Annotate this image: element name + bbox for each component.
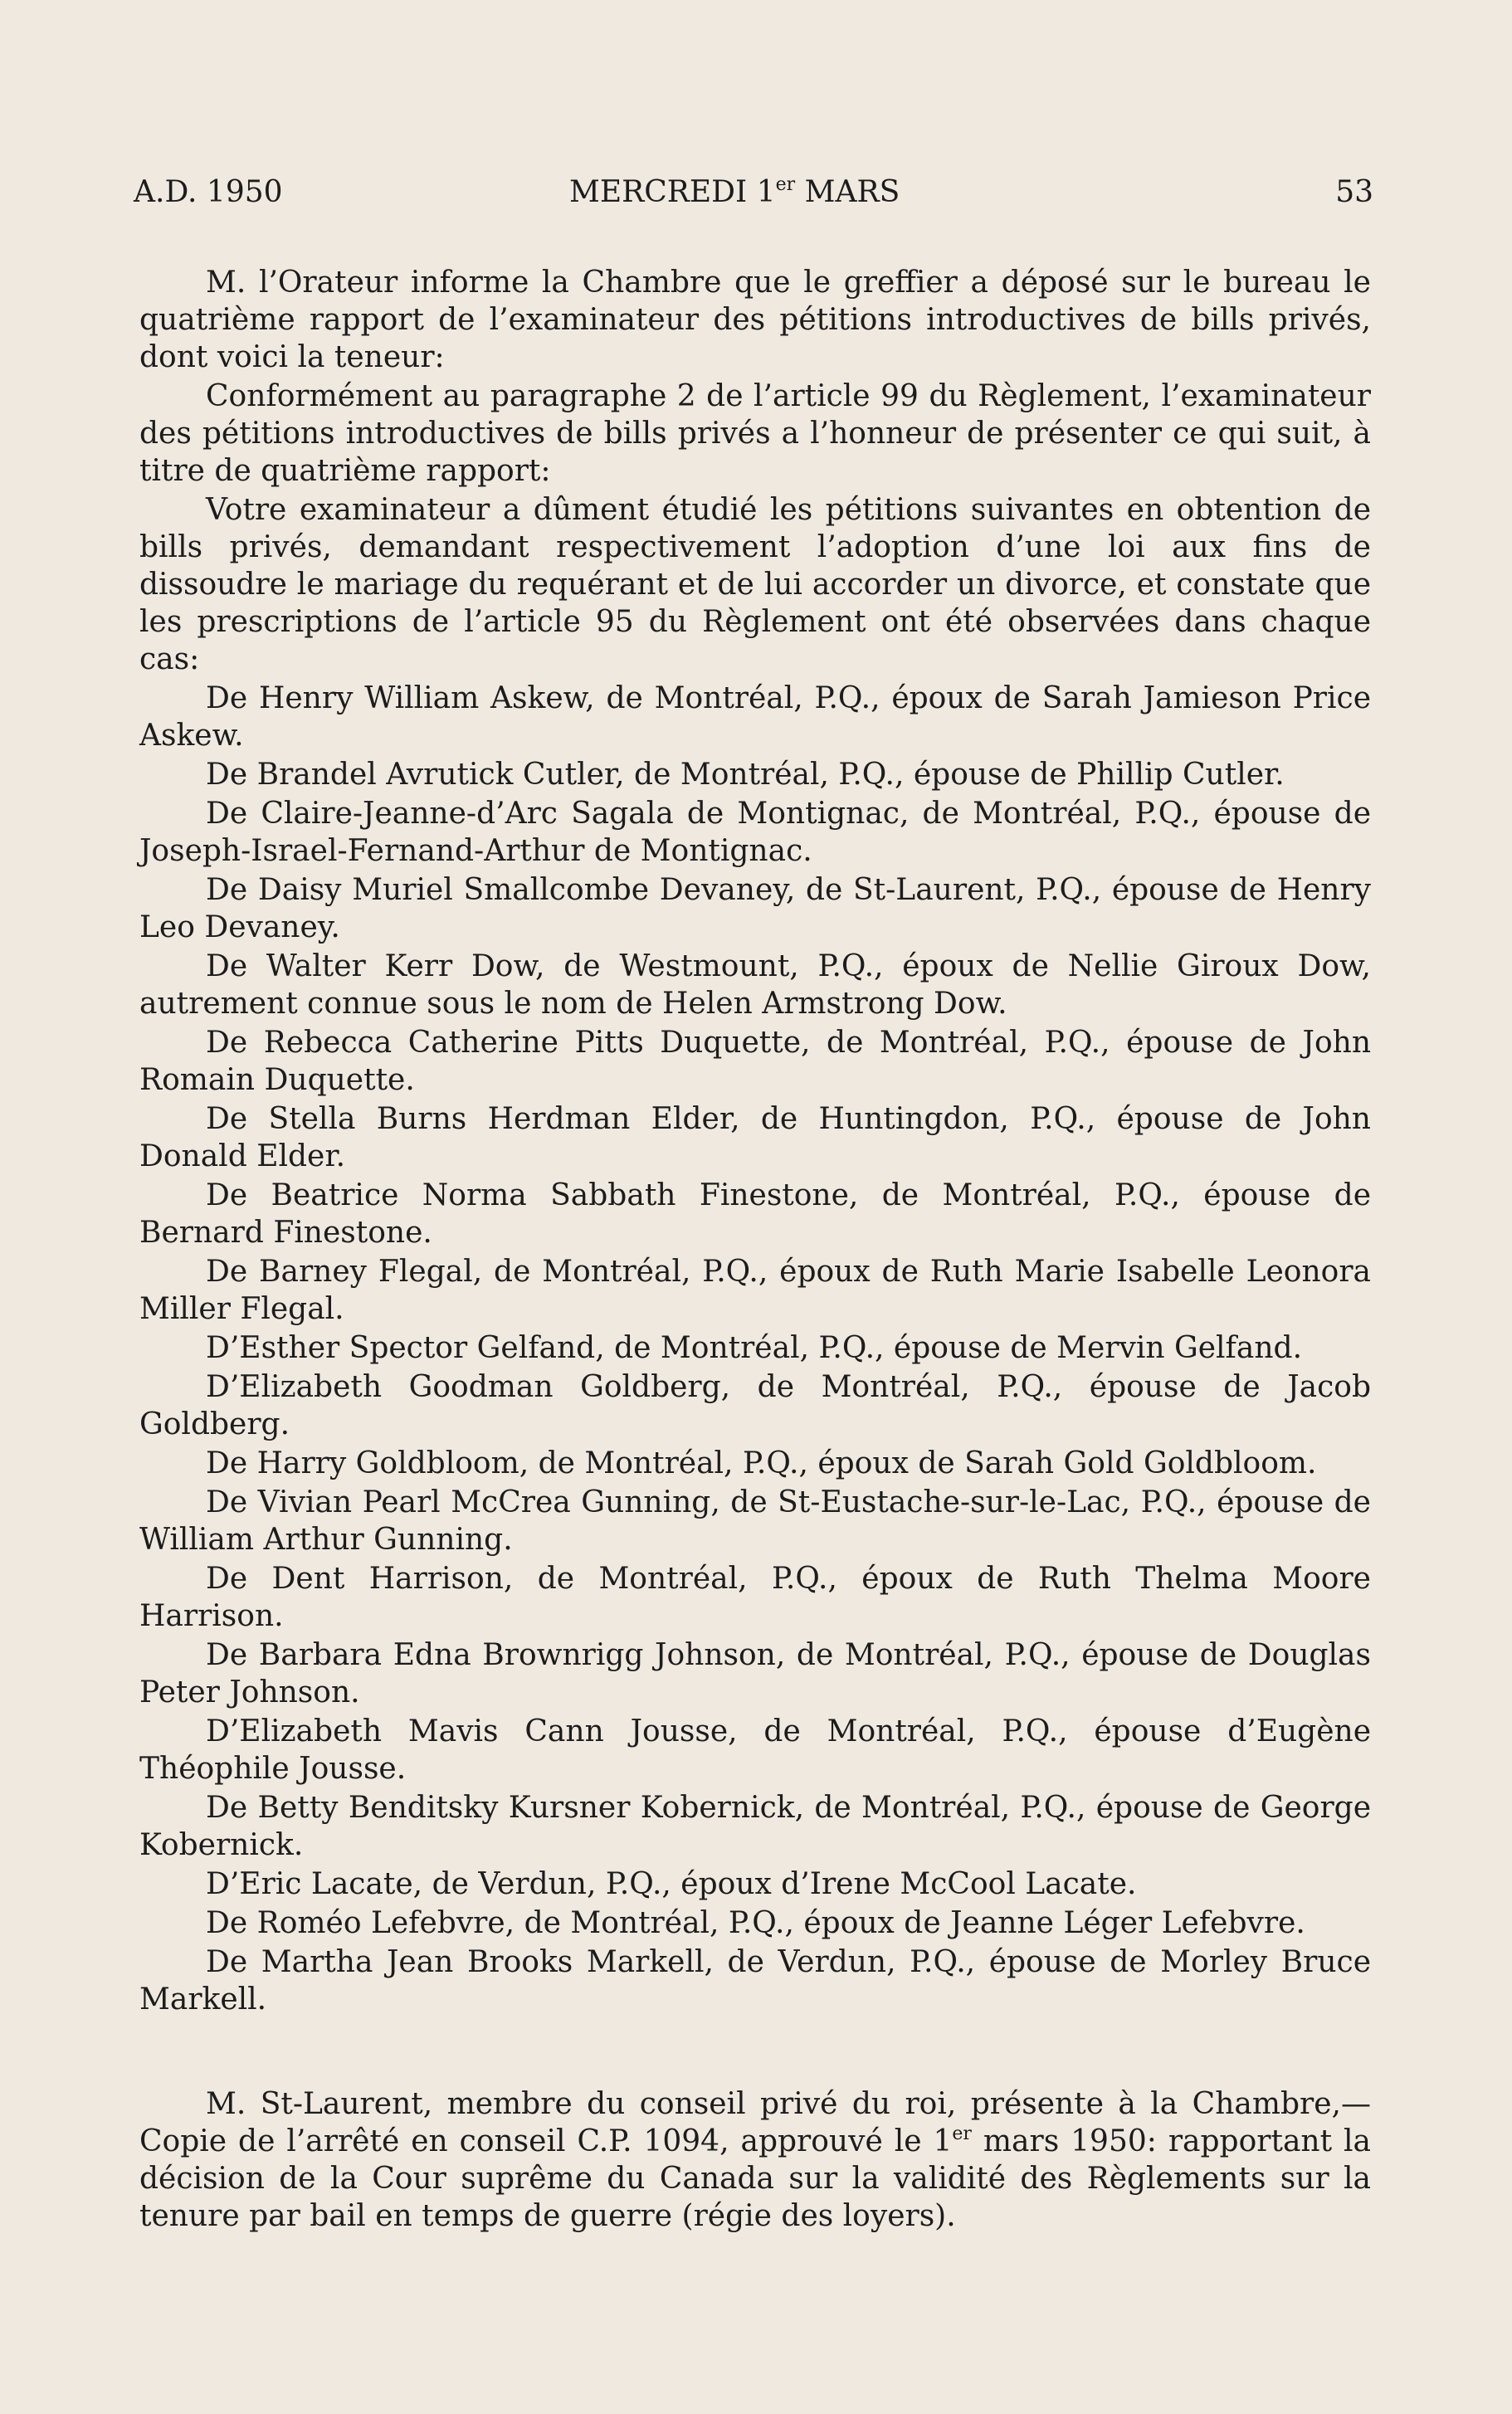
petition-item: D’Elizabeth Goodman Goldberg, de Montréal, P.Q., épouse de Jacob Goldberg. bbox=[139, 1370, 1371, 1441]
petition-item: De Martha Jean Brooks Markell, de Verdun, P.Q., épouse de Morley Bruce Markell. bbox=[139, 1945, 1371, 2017]
page-number: 53 bbox=[1335, 175, 1373, 209]
petition-item: De Barbara Edna Brownrigg Johnson, de Montréal, P.Q., épouse de Douglas Peter Johnson. bbox=[139, 1638, 1371, 1709]
header-day: MERCREDI 1 bbox=[569, 175, 776, 209]
header-ordinal: er bbox=[775, 174, 796, 195]
petition-item: De Beatrice Norma Sabbath Finestone, de Montréal, P.Q., épouse de Bernard Finestone. bbox=[139, 1178, 1371, 1250]
order-text-end: mars 1950: rapportant la décision de la Cour suprême du Canada sur la validité des Règlements sur la tenure par bail en temps de guerre (régie des loyers). bbox=[139, 2124, 1371, 2233]
petition-item: D’Elizabeth Mavis Cann Jousse, de Montréal, P.Q., épouse d’Eugène Théophile Jousse. bbox=[139, 1714, 1371, 1786]
paragraph-speaker-report: M. l’Orateur informe la Chambre que le greffier a déposé sur le bureau le quatrième rapport de l’examinateur des pétitions introductives de bills privés, dont voici la teneur: bbox=[139, 266, 1371, 374]
petition-item: De Walter Kerr Dow, de Westmount, P.Q., époux de Nellie Giroux Dow, autrement connue sous le nom de Helen Armstrong Dow. bbox=[139, 949, 1371, 1021]
running-header bbox=[134, 172, 1373, 213]
petition-item: De Roméo Lefebvre, de Montréal, P.Q., époux de Jeanne Léger Lefebvre. bbox=[206, 1906, 1305, 1940]
petition-item: De Rebecca Catherine Pitts Duquette, de Montréal, P.Q., épouse de John Romain Duquette. bbox=[139, 1026, 1371, 1097]
body-text bbox=[139, 264, 1371, 2236]
petition-item: D’Eric Lacate, de Verdun, P.Q., époux d’Irene McCool Lacate. bbox=[206, 1867, 1137, 1901]
petition-item: De Harry Goldbloom, de Montréal, P.Q., époux de Sarah Gold Goldbloom. bbox=[206, 1446, 1317, 1480]
petition-item: D’Esther Spector Gelfand, de Montréal, P.Q., épouse de Mervin Gelfand. bbox=[206, 1331, 1303, 1365]
petition-item: De Betty Benditsky Kursner Kobernick, de Montréal, P.Q., épouse de George Kobernick. bbox=[139, 1791, 1371, 1862]
petition-item: De Vivian Pearl McCrea Gunning, de St-Eustache-sur-le-Lac, P.Q., épouse de William Arthur Gunning. bbox=[139, 1485, 1371, 1557]
order-text-start: M. St-Laurent, membre du conseil privé du roi, présente à la Chambre,— Copie de l’arrêté en conseil C.P. 1094, approuvé le 1 bbox=[139, 2087, 1371, 2158]
paragraph-order-in-council bbox=[139, 2085, 1371, 2235]
header-year: A.D. 1950 bbox=[134, 175, 283, 209]
header-date bbox=[569, 172, 900, 213]
petition-item: De Henry William Askew, de Montréal, P.Q., époux de Sarah Jamieson Price Askew. bbox=[139, 681, 1371, 753]
petition-item: De Stella Burns Herdman Elder, de Huntingdon, P.Q., épouse de John Donald Elder. bbox=[139, 1102, 1371, 1173]
order-ordinal: er bbox=[952, 2124, 972, 2144]
petition-item: De Claire-Jeanne-d’Arc Sagala de Montignac, de Montréal, P.Q., épouse de Joseph-Israel-Fernand-Arthur de Montignac. bbox=[139, 797, 1371, 868]
header-month: MARS bbox=[804, 175, 900, 209]
petition-item: De Brandel Avrutick Cutler, de Montréal, P.Q., épouse de Phillip Cutler. bbox=[206, 758, 1285, 792]
petition-item: De Dent Harrison, de Montréal, P.Q., époux de Ruth Thelma Moore Harrison. bbox=[139, 1562, 1371, 1633]
petition-item: De Barney Flegal, de Montréal, P.Q., époux de Ruth Marie Isabelle Leonora Miller Flegal. bbox=[139, 1255, 1371, 1326]
paragraph-report-intro: Conformément au paragraphe 2 de l’article 99 du Règlement, l’examinateur des pétitions introductives de bills privés a l’honneur de présenter ce qui suit, à titre de quatrième rapport: bbox=[139, 379, 1371, 488]
petition-item: De Daisy Muriel Smallcombe Devaney, de St-Laurent, P.Q., épouse de Henry Leo Devaney. bbox=[139, 873, 1371, 944]
paragraph-examiner-finding: Votre examinateur a dûment étudié les pétitions suivantes en obtention de bills privés, demandant respectivement l’adoption d’une loi aux fins de dissoudre le mariage du requérant et de lui accorder un divorce, et constate que les prescriptions de l’article 95 du Règlement ont été observées dans chaque cas: bbox=[139, 493, 1371, 676]
